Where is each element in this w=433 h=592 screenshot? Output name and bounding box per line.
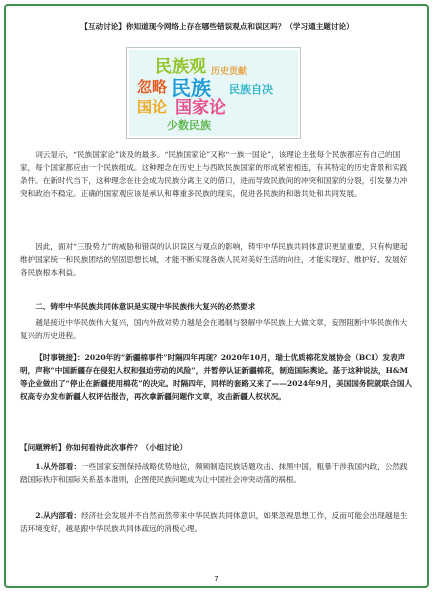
list-item-internal <box>20 509 414 535</box>
cloud-word: 少数民族 <box>167 119 211 132</box>
cloud-word: 民族自决 <box>229 83 273 96</box>
list-item-external <box>20 460 414 486</box>
cloud-word: 忽略 <box>137 78 168 96</box>
discussion-heading: 【互动讨论】你知道现今网络上存在哪些错误观点和误区吗？（学习通主题讨论） <box>80 22 354 31</box>
cloud-word: 历史贡献 <box>211 67 248 77</box>
item-text: 经济社会发展并不自然而然带来中华民族共同体意识，如果忽视思想工作，反而可能会出现越是生活环境变好，越是跟中华民族共同体疏远的消极心理。 <box>20 511 408 533</box>
current-events-link: 【时事链接】：2020年的“新疆棉事件”时隔四年再现？2020年10月，瑞士优质棉花发展协会（BCI）发表声明，声称“中国新疆存在侵犯人权和强迫劳动的风险”，并暂停认证新疆棉花，制造国际舆论。基于这种说法，H&M等企业做出了“停止在新疆使用棉花”的决定。时隔四年，同样的套路又来了——2024年9月，美国国务院就联合国人权高专办发布新疆人权评估报告，再次拿新疆问题作文章，攻击新疆人权状况。 <box>20 353 413 401</box>
item-label: 2.从内部看： <box>35 511 82 520</box>
paragraph-intro: 越是接近中华民族伟大复兴，国内外敌对势力越是会在遏制与裂解中华民族上大做文章，妄图阻断中华民族伟大复兴的历史进程。 <box>20 318 408 340</box>
problem-analysis-heading: 【问题辨析】你如何看待此次事件？（小组讨论） <box>20 443 188 452</box>
paragraph-word-cloud-analysis: 词云显示，“民族国家论”谈及的最多。“民族国家论”又称“一族一国论”，该理论主张每个民族都应有自己的国家，每个国家都应由一个民族组成。这种理念在历史上与西欧民族国家的形成紧密相连，有其特定的历史背景和实践条件。在新时代当下，这种理念在往会成为民族分离主义的借口，进而导致民族间的冲突和国家的分裂，引发暴力冲突和政治不稳定。正确的国家观应该是承认和尊重多民族的现实，促进各民族的和谐共处和共同发展。 <box>20 150 408 198</box>
cloud-word: 民族观 <box>155 57 206 77</box>
page-number: 7 <box>214 575 219 583</box>
word-cloud-image <box>126 47 301 139</box>
section-heading: 二、铸牢中华民族共同体意识是实现中华民族伟大复兴的必然要求 <box>35 302 256 311</box>
cloud-word: 国论 <box>137 98 168 116</box>
paragraph-conclusion: 因此，面对“三股势力”的威胁和错误的认识误区与观点的影响，铸牢中华民族共同体意识更显重要，只有构建起维护国家统一和民族团结的坚固思想长城，才能不断实现各族人民对美好生活的向往，才能实现好、维护好、发展好各民族根本利益。 <box>20 242 408 277</box>
item-text: 一些国家妄图保持战略优势地位，频频制造民族话题攻击、抹黑中国，粗暴干涉我国内政，公然践踏国际秩序和国际关系基本准则，企图使民族问题成为让中国社会冲突动荡的祸根。 <box>20 462 408 484</box>
cloud-word: 国家论 <box>175 98 226 118</box>
item-label: 1.从外部看： <box>35 462 82 471</box>
cloud-word: 民族 <box>171 76 211 100</box>
